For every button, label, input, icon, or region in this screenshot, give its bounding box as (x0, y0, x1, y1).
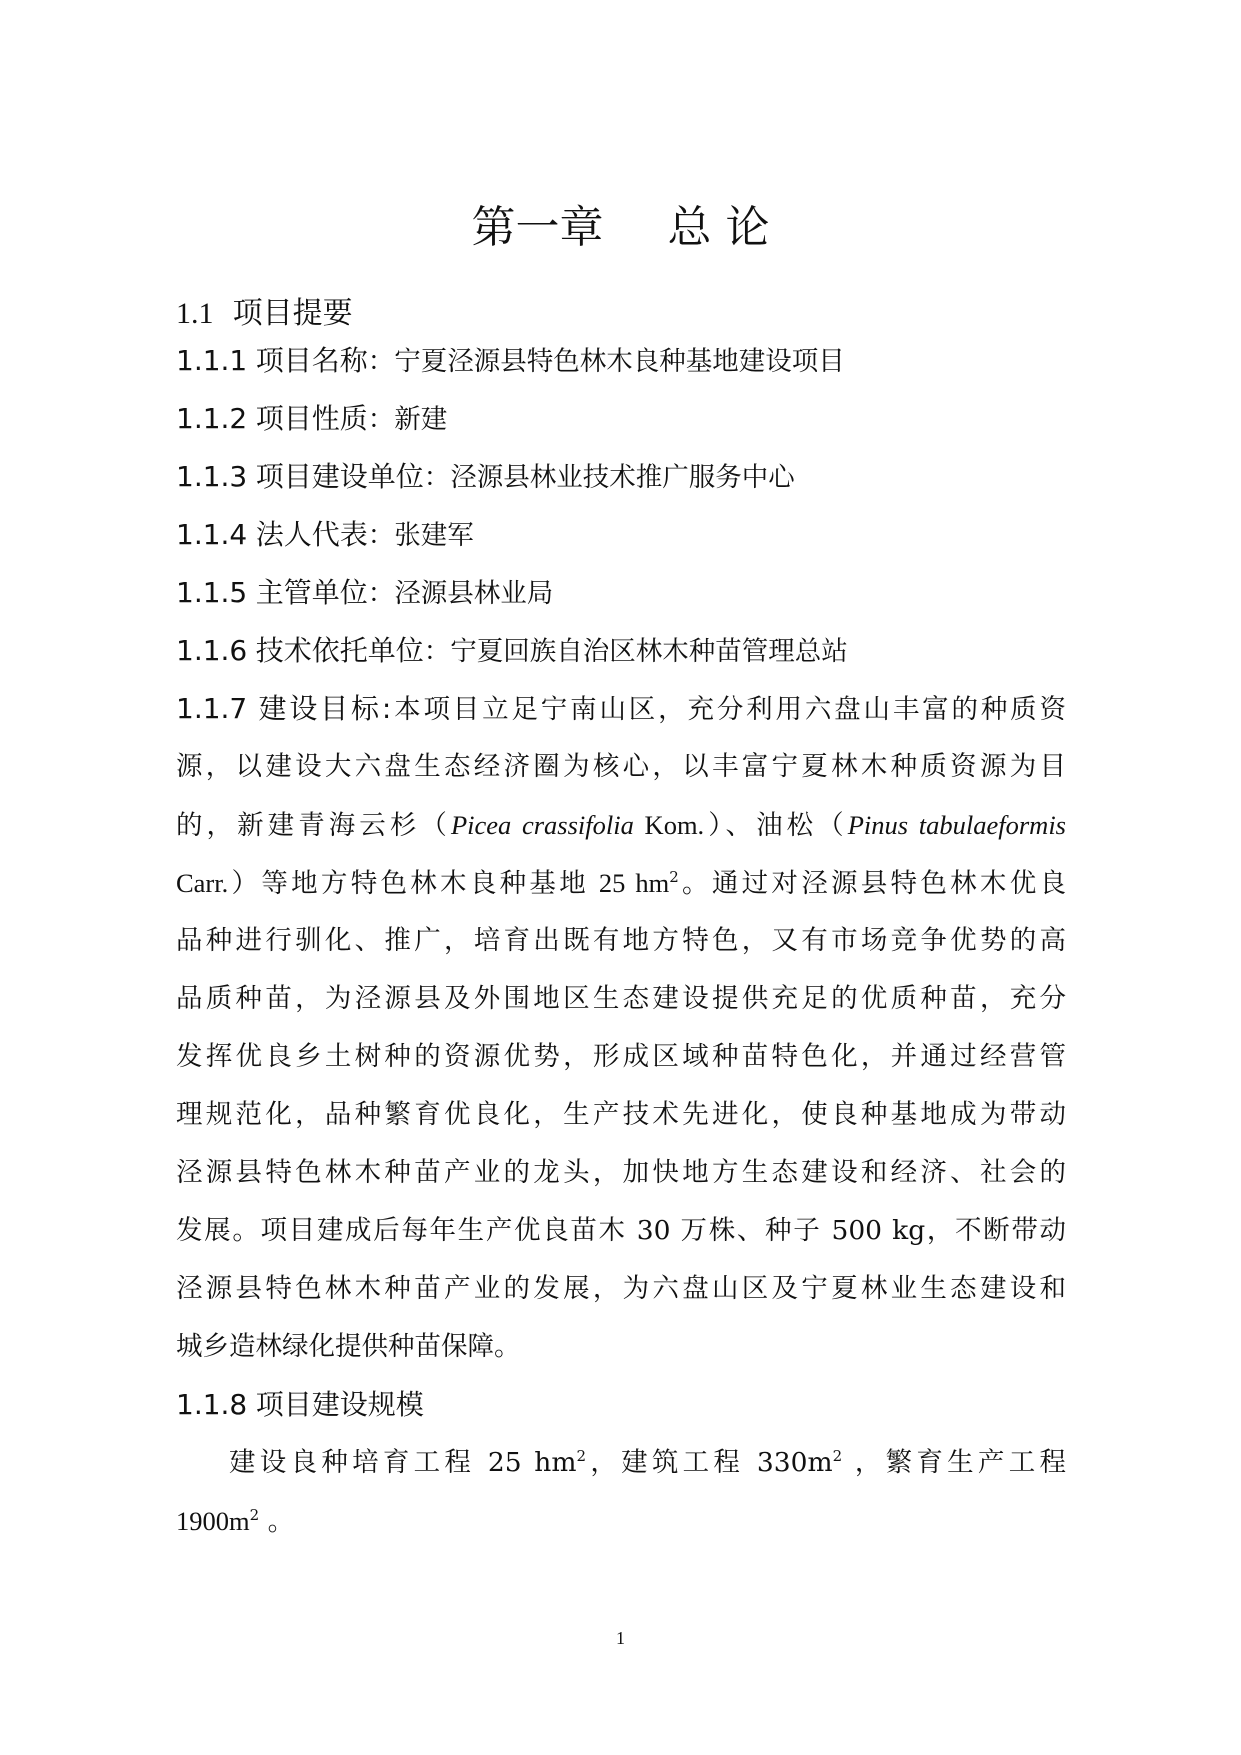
section-heading-1-1: 1.1 项目提要 (176, 296, 353, 331)
item-competent-unit: 1.1.5 主管单位：泾源县林业局 (176, 576, 554, 609)
chapter-number: 第一章 (471, 202, 604, 253)
item-technical-support-unit: 1.1.6 技术依托单位：宁夏回族自治区林木种苗管理总站 (176, 634, 848, 667)
item-builder-unit: 1.1.3 项目建设单位：泾源县林业技术推广服务中心 (176, 460, 795, 493)
item-project-name: 1.1.1 项目名称：宁夏泾源县特色林木良种基地建设项目 (176, 344, 845, 377)
chapter-title (0, 198, 1241, 258)
construction-goal-paragraph: 1.1.7 建设目标:本项目立足宁南山区，充分利用六盘山丰富的种质资 源，以建设大六盘生态经济圈为核心，以丰富宁夏林木种质资源为目 的，新建青海云杉（Picea crassifolia Kom.）、油松（Pinus tabulaeformis Carr.）等地方特色林木良种基地 25 $hm^2$。通过对泾源县特色林木优良 品种进行驯化、推广，培育出既有地方特色，又有市场竞争优势的高 品质种苗，为泾源县及外围地区生态建设提供充足的优质种苗，充分 发挥优良乡土树种的资源优势，形成区域种苗特色化，并通过经营管 理规范化，品种繁育优良化，生产技术先进化，使良种基地成为带动 泾源县特色林木种苗产业的龙头，加快地方生态建设和经济、社会的 发展。项目建成后每年生产优良苗木 30 万株、种子 500 kg，不断带动 泾源县特色林木种苗产业的发展，为六盘山区及宁夏林业生态建设和 城乡造林绿化提供种苗保障。 (176, 692, 1066, 1362)
construction-scale-paragraph: 建设良种培育工程 25 $hm^2$，建筑工程 $330m^2$ ，繁育生产工程 $1900m^2$ 。 (176, 1447, 1066, 1537)
item-legal-representative: 1.1.4 法人代表：张建军 (176, 518, 474, 551)
page-number: 1 (616, 1628, 625, 1648)
section-heading-1-1-8: 1.1.8 项目建设规模 (176, 1388, 424, 1421)
project-summary-items (176, 332, 1066, 1550)
chapter-name: 总 论 (667, 202, 770, 253)
item-project-nature: 1.1.2 项目性质：新建 (176, 402, 448, 435)
